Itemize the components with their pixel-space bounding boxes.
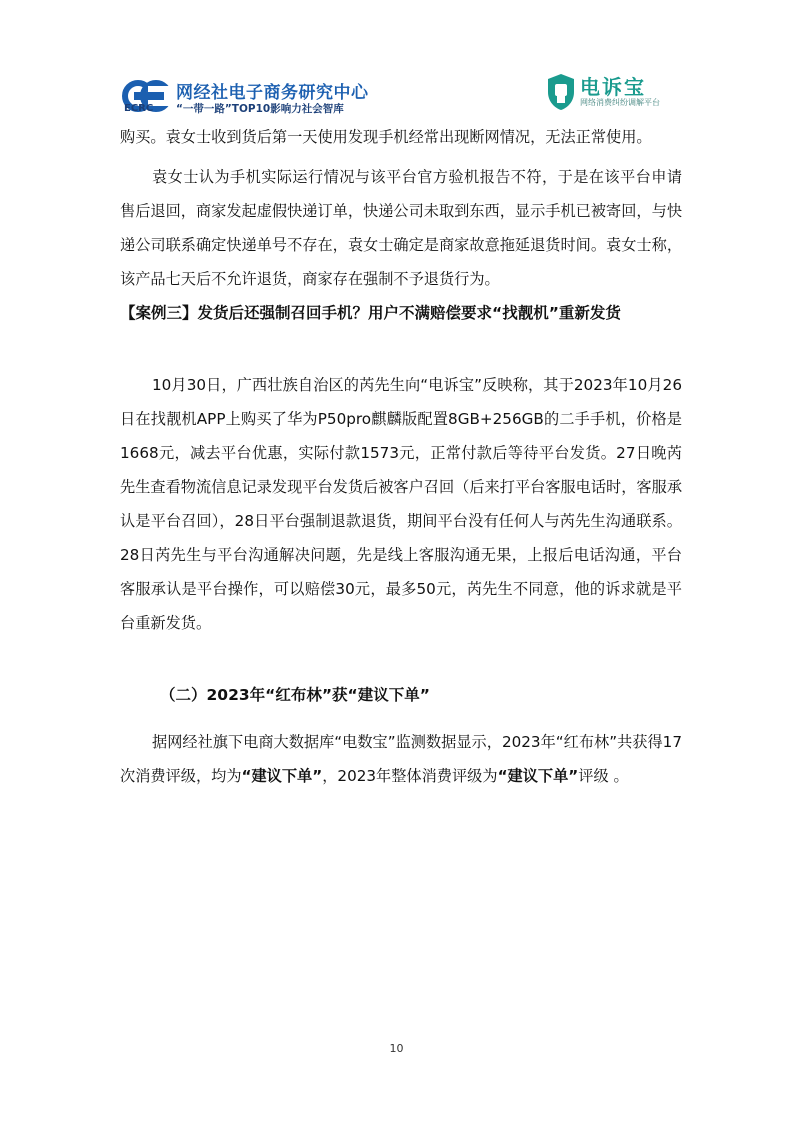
page-header: [0, 60, 793, 120]
paragraph-2: [120, 160, 682, 296]
org-name: 网经社电子商务研究中心: [176, 83, 369, 103]
ecrc-abbr: ECRC: [124, 103, 154, 114]
shield-fist-icon: [546, 72, 576, 112]
platform-name: 电诉宝: [580, 75, 646, 99]
paragraph-1: [120, 120, 682, 154]
case3-heading: [120, 297, 682, 329]
paragraph-1-text: 购买。袁女士收到货后第一天使用发现手机经常出现断网情况，无法正常使用。: [120, 128, 652, 146]
p4-rating-2: “建议下单”: [497, 767, 579, 785]
p4-part-a: 据网经社旗下电商大数据库“电数宝”监测数据显示，2023年“红布林”共获得17次消费评级，均为: [120, 733, 682, 785]
page-number: 10: [389, 1042, 404, 1055]
p4-part-c: ，2023年整体消费评级为: [322, 767, 498, 785]
platform-subtitle: 网络消费纠纷调解平台: [580, 98, 660, 107]
p4-rating-1: “建议下单”: [241, 767, 323, 785]
paragraph-2-text: 袁女士认为手机实际运行情况与该平台官方验机报告不符，于是在该平台申请售后退回，商家发起虚假快递订单，快递公司未取到东西，显示手机已被寄回，与快递公司联系确定快递单号不存在，袁女士确定是商家故意拖延退货时间。袁女士称，该产品七天后不允许退货，商家存在强制不予退货行为。: [120, 168, 682, 288]
section2-title: （二）2023年“红布林”获“建议下单”: [160, 686, 430, 704]
paragraph-3-text: 10月30日，广西壮族自治区的芮先生向“电诉宝”反映称，其于2023年10月26日在找靓机APP上购买了华为P50pro麒麟版配置8GB+256GB的二手手机，价格是1668元，减去平台优惠，实际付款1573元，正常付款后等待平台发货。27日晚芮先生查看物流信息记录发现平台发货后被客户召回（后来打平台客服电话时，客服承认是平台召回），28日平台强制退款退货，期间平台没有任何人与芮先生沟通联系。28日芮先生与平台沟通解决问题，先是线上客服沟通无果，上报后电话沟通，平台客服承认是平台操作，可以赔偿30元，最多50元，芮先生不同意，他的诉求就是平台重新发货。: [120, 376, 682, 632]
org-slogan: “一带一路”TOP10影响力社会智库: [176, 103, 344, 115]
section2-heading: [120, 678, 682, 712]
p4-part-e: 评级 。: [578, 767, 629, 785]
paragraph-4: [120, 725, 682, 793]
paragraph-3: [120, 368, 682, 640]
paragraph-4-text: [120, 725, 682, 793]
case3-title: 【案例三】发货后还强制召回手机？用户不满赔偿要求“找靓机”重新发货: [120, 304, 621, 322]
